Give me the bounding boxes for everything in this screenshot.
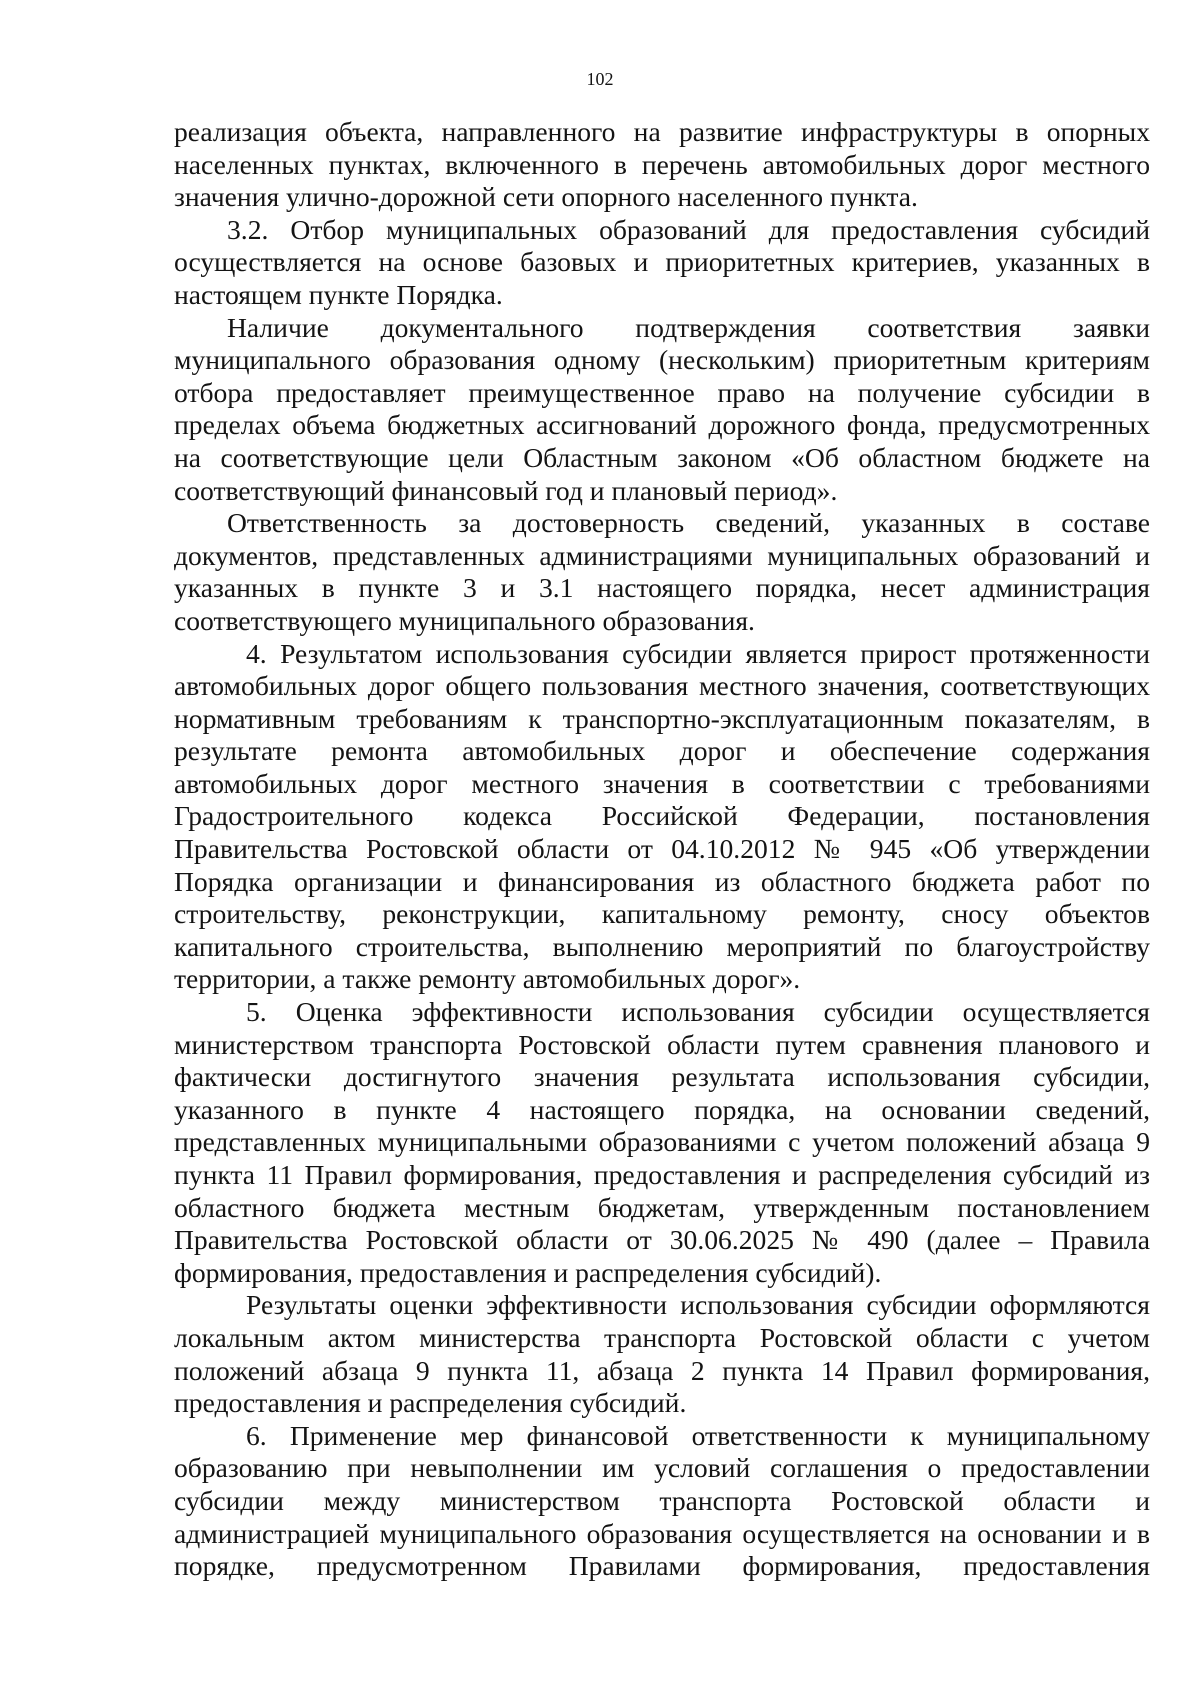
paragraph-6: 6. Применение мер финансовой ответственности к муниципальному образованию при невыполнении им условий соглашения о предоставлении субсидии между министерством транспорта Ростовской области и администрацией муниципального образования осуществляется на основании и в порядке, предусмотренном Правилами формирования, предоставления	[174, 1419, 1150, 1582]
page-number: 102	[586, 69, 614, 89]
paragraph-3-2: 3.2. Отбор муниципальных образований для предоставления субсидий осуществляется на основе базовых и приоритетных критериев, указанных в настоящем пункте Порядка.	[174, 213, 1150, 310]
paragraph-responsibility: Ответственность за достоверность сведений, указанных в составе документов, представленных администрациями муниципальных образований и указанных в пункте 3 и 3.1 настоящего порядка, несет администрация соответствующего муниципального образования.	[174, 507, 1150, 636]
paragraph-5: 5. Оценка эффективности использования субсидии осуществляется министерством транспорта Ростовской области путем сравнения планового и фактически достигнутого значения результата использования субсидии, указанного в пункте 4 настоящего порядка, на основании сведений, представленных муниципальными образованиями с учетом положений абзаца 9 пункта 11 Правил формирования, предоставления и распределения субсидий из областного бюджета местным бюджетам, утвержденным постановлением Правительства Ростовской области от 30.06.2025 № 490 (далее – Правила формирования, предоставления и распределения субсидий).	[174, 996, 1150, 1288]
paragraph-4: 4. Результатом использования субсидии является прирост протяженности автомобильных дорог общего пользования местного значения, соответствующих нормативным требованиям к транспортно-эксплуатационным показателям, в результате ремонта автомобильных дорог и обеспечение содержания автомобильных дорог местного значения в соответствии с требованиями Градостроительного кодекса Российской Федерации, постановления Правительства Ростовской области от 04.10.2012 № 945 «Об утверждении Порядка организации и финансирования из областного бюджета работ по строительству, реконструкции, капитальному ремонту, сносу объектов капитального строительства, выполнению мероприятий по благоустройству территории, а также ремонту автомобильных дорог».	[174, 637, 1150, 995]
paragraph-priority-right: Наличие документального подтверждения соответствия заявки муниципального образования одному (нескольким) приоритетным критериям отбора предоставляет преимущественное право на получение субсидии в пределах объема бюджетных ассигнований дорожного фонда, предусмотренных на соответствующие цели Областным законом «Об областном бюджете на соответствующий финансовый год и плановый период».	[174, 311, 1150, 506]
paragraph-evaluation-results: Результаты оценки эффективности использования субсидии оформляются локальным актом министерства транспорта Ростовской области с учетом положений абзаца 9 пункта 11, абзаца 2 пункта 14 Правил формирования, предоставления и распределения субсидий.	[174, 1289, 1150, 1419]
paragraph-continuation: реализация объекта, направленного на развитие инфраструктуры в опорных населенных пунктах, включенного в перечень автомобильных дорог местного значения улично-дорожной сети опорного населенного пункта.	[174, 116, 1150, 213]
document-body	[174, 116, 1150, 1583]
